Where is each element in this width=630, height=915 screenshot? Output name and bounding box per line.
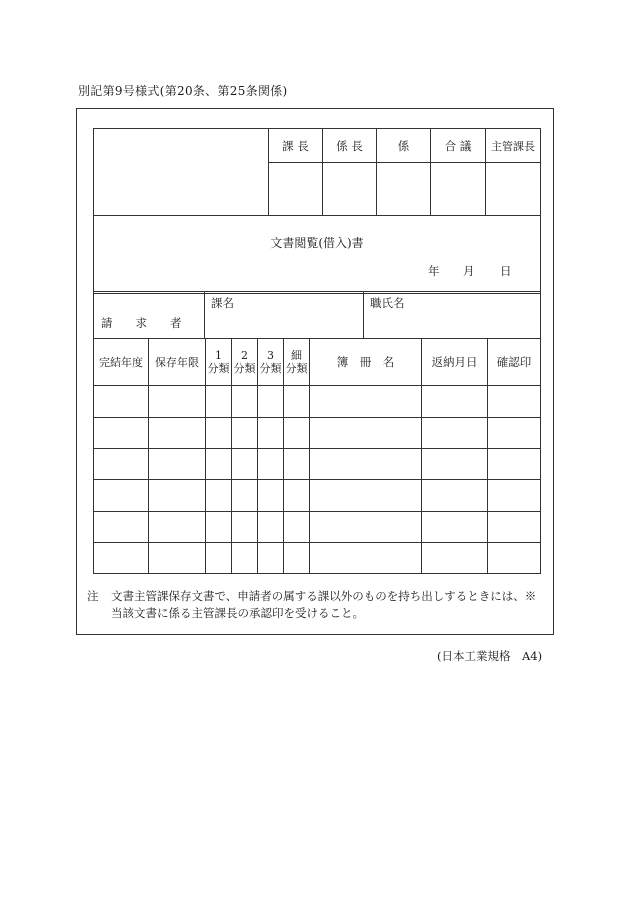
date-day-label: 日 <box>500 263 512 278</box>
paper-spec-note: (日本工業規格 A4) <box>437 649 543 663</box>
table-cell[interactable] <box>310 512 422 543</box>
table-cell[interactable] <box>94 386 149 418</box>
approval-label-supervising-chief: 主管課長 <box>486 129 541 163</box>
section-name-field[interactable] <box>205 292 364 339</box>
table-cell[interactable] <box>232 418 258 449</box>
table-cell[interactable] <box>310 480 422 512</box>
table-cell[interactable] <box>310 386 422 418</box>
table-cell[interactable] <box>94 543 149 574</box>
table-cell[interactable] <box>488 418 541 449</box>
table-cell[interactable] <box>206 543 232 574</box>
footnote-label: 注 <box>87 589 99 603</box>
approval-stamp-box[interactable] <box>269 163 323 216</box>
table-cell[interactable] <box>422 449 488 480</box>
requester-label-cell <box>94 292 205 339</box>
table-cell[interactable] <box>284 480 310 512</box>
approval-label-section-chief: 課 長 <box>269 129 323 163</box>
footnote-line-1: 文書主管課保存文書で、申請者の属する課以外のものを持ち出しするときには、※ <box>111 589 537 603</box>
table-cell[interactable] <box>422 386 488 418</box>
col-header-completion-year: 完結年度 <box>94 339 149 386</box>
table-cell[interactable] <box>206 480 232 512</box>
table-cell[interactable] <box>422 418 488 449</box>
table-cell[interactable] <box>206 386 232 418</box>
table-row <box>94 386 541 418</box>
approval-label-consultation: 合 議 <box>431 129 486 163</box>
table-cell[interactable] <box>422 543 488 574</box>
col-header-book-name: 簿 冊 名 <box>310 339 422 386</box>
approval-stamp-box[interactable] <box>431 163 486 216</box>
col-header-class-1: 1 分類 <box>206 339 232 386</box>
document-title: 文書閲覧(借入)書 <box>270 235 364 250</box>
table-cell[interactable] <box>284 386 310 418</box>
table-cell[interactable] <box>232 386 258 418</box>
footnote-line-2: 当該文書に係る主管課長の承認印を受けること。 <box>111 606 364 620</box>
approval-label-staff: 係 <box>377 129 431 163</box>
table-cell[interactable] <box>488 449 541 480</box>
staff-name-field[interactable] <box>364 292 541 339</box>
table-cell[interactable] <box>94 418 149 449</box>
col-header-return-date: 返納月日 <box>422 339 488 386</box>
title-row <box>94 216 541 294</box>
table-cell[interactable] <box>94 449 149 480</box>
table-row <box>94 418 541 449</box>
col-header-retention-period: 保存年限 <box>149 339 206 386</box>
col-header-confirmation-seal: 確認印 <box>488 339 541 386</box>
table-cell[interactable] <box>488 386 541 418</box>
table-cell[interactable] <box>94 480 149 512</box>
approval-stamp-box[interactable] <box>377 163 431 216</box>
approval-table <box>93 128 541 294</box>
table-cell[interactable] <box>422 512 488 543</box>
staff-name-label: 職氏名 <box>370 296 405 310</box>
table-cell[interactable] <box>488 543 541 574</box>
table-row <box>94 480 541 512</box>
table-cell[interactable] <box>94 512 149 543</box>
table-cell[interactable] <box>488 512 541 543</box>
approval-stamp-box[interactable] <box>486 163 541 216</box>
table-cell[interactable] <box>149 418 206 449</box>
col-header-class-2: 2 分類 <box>232 339 258 386</box>
table-cell[interactable] <box>149 386 206 418</box>
table-cell[interactable] <box>258 418 284 449</box>
table-cell[interactable] <box>284 418 310 449</box>
table-row <box>94 543 541 574</box>
date-year-label: 年 <box>428 263 440 278</box>
table-cell[interactable] <box>149 480 206 512</box>
records-header-row <box>94 339 541 386</box>
table-cell[interactable] <box>258 449 284 480</box>
approval-label-subsection-chief: 係 長 <box>323 129 377 163</box>
section-name-label: 課名 <box>211 296 234 310</box>
date-month-label: 月 <box>463 263 475 278</box>
table-cell[interactable] <box>310 418 422 449</box>
records-table <box>93 338 541 574</box>
requester-label: 請 求 者 <box>101 315 182 330</box>
table-cell[interactable] <box>258 386 284 418</box>
table-cell[interactable] <box>232 543 258 574</box>
table-cell[interactable] <box>284 543 310 574</box>
table-cell[interactable] <box>284 449 310 480</box>
requester-table <box>93 291 541 339</box>
blank-corner-cell <box>94 129 269 216</box>
table-cell[interactable] <box>310 449 422 480</box>
approval-stamp-box[interactable] <box>323 163 377 216</box>
footnote <box>87 588 557 622</box>
col-header-class-3: 3 分類 <box>258 339 284 386</box>
table-cell[interactable] <box>258 512 284 543</box>
table-cell[interactable] <box>232 512 258 543</box>
table-cell[interactable] <box>206 512 232 543</box>
table-cell[interactable] <box>149 449 206 480</box>
table-row <box>94 512 541 543</box>
table-cell[interactable] <box>488 480 541 512</box>
table-cell[interactable] <box>284 512 310 543</box>
table-cell[interactable] <box>422 480 488 512</box>
table-cell[interactable] <box>206 418 232 449</box>
table-cell[interactable] <box>310 543 422 574</box>
table-cell[interactable] <box>206 449 232 480</box>
table-cell[interactable] <box>149 512 206 543</box>
table-cell[interactable] <box>232 480 258 512</box>
table-cell[interactable] <box>258 480 284 512</box>
table-cell[interactable] <box>232 449 258 480</box>
table-cell[interactable] <box>258 543 284 574</box>
form-header-note: 別記第9号様式(第20条、第25条関係) <box>78 84 288 98</box>
table-row <box>94 449 541 480</box>
table-cell[interactable] <box>149 543 206 574</box>
col-header-sub-class: 細 分類 <box>284 339 310 386</box>
